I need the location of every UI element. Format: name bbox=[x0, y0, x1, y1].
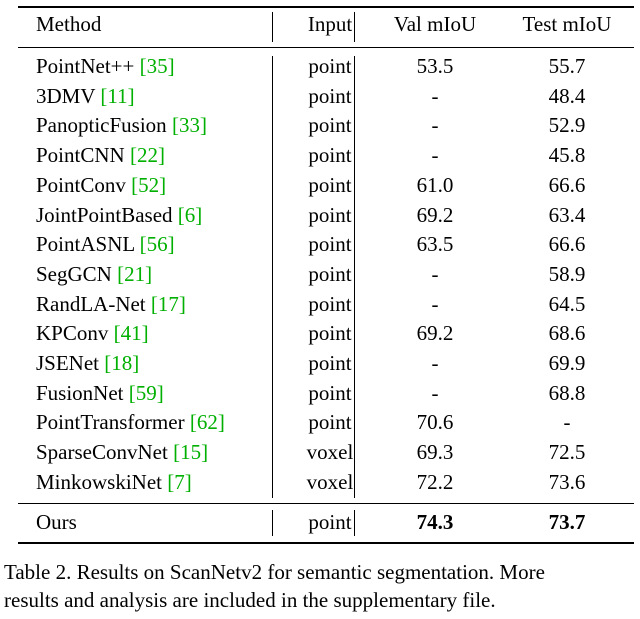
row-method bbox=[36, 111, 207, 140]
citation-link[interactable]: [59] bbox=[128, 380, 164, 405]
row-input: point bbox=[308, 232, 352, 257]
citation-link[interactable]: [18] bbox=[104, 351, 140, 375]
citation-number: 52 bbox=[138, 172, 160, 197]
row-val-miou: - bbox=[431, 380, 439, 405]
table-row bbox=[18, 201, 634, 230]
header-divider-2 bbox=[354, 12, 355, 42]
bottom-rule bbox=[18, 542, 634, 544]
header-val-miou: Val mIoU bbox=[393, 12, 477, 36]
row-input: point bbox=[308, 261, 352, 286]
citation-link[interactable]: [21] bbox=[117, 261, 153, 286]
citation-number: 7 bbox=[174, 469, 185, 494]
row-val-miou: 72.2 bbox=[416, 469, 454, 494]
header-input: Input bbox=[307, 12, 353, 36]
row-test-miou: 73.6 bbox=[548, 469, 586, 494]
caption-line-2: results and analysis are included in the supplementary file. bbox=[4, 588, 496, 612]
table-row bbox=[18, 438, 634, 467]
method-name: JSENet bbox=[36, 351, 99, 375]
ours-rule bbox=[18, 503, 634, 504]
row-method bbox=[36, 230, 175, 259]
row-test-miou: 68.6 bbox=[548, 321, 586, 346]
row-val-miou: - bbox=[431, 291, 439, 316]
citation-number: 62 bbox=[196, 410, 218, 435]
row-method bbox=[36, 290, 186, 319]
row-test-miou: 63.4 bbox=[548, 202, 586, 227]
table-row bbox=[18, 468, 634, 497]
row-method bbox=[36, 468, 192, 497]
row-test-miou: 69.9 bbox=[548, 351, 586, 375]
ours-divider-1 bbox=[272, 510, 273, 536]
row-val-miou: 70.6 bbox=[416, 410, 454, 435]
table-row bbox=[18, 82, 634, 111]
method-name: JointPointBased bbox=[36, 202, 173, 227]
citation-number: 11 bbox=[107, 83, 128, 108]
row-method bbox=[36, 408, 225, 437]
row-input: point bbox=[308, 83, 352, 108]
citation-number: 35 bbox=[146, 54, 168, 78]
citation-link[interactable]: [41] bbox=[113, 321, 149, 346]
ours-val-miou: 74.3 bbox=[416, 510, 454, 534]
row-val-miou: 69.3 bbox=[416, 440, 454, 465]
method-name: FusionNet bbox=[36, 380, 124, 405]
row-input: point bbox=[308, 291, 352, 316]
citation-number: 22 bbox=[136, 143, 158, 168]
method-name: 3DMV bbox=[36, 83, 96, 108]
table-row bbox=[18, 349, 634, 378]
row-test-miou: 48.4 bbox=[548, 83, 586, 108]
citation-link[interactable]: [52] bbox=[131, 172, 167, 197]
citation-link[interactable]: [17] bbox=[150, 291, 186, 316]
citation-link[interactable]: [6] bbox=[177, 202, 203, 227]
ours-input: point bbox=[308, 510, 352, 534]
citation-link[interactable]: [22] bbox=[129, 143, 165, 168]
row-input: point bbox=[308, 321, 352, 346]
citation-number: 15 bbox=[180, 440, 202, 465]
method-name: SegGCN bbox=[36, 261, 112, 286]
row-val-miou: 69.2 bbox=[416, 321, 454, 346]
table-row bbox=[18, 141, 634, 170]
row-val-miou: - bbox=[431, 83, 439, 108]
citation-number: 59 bbox=[135, 380, 157, 405]
ours-divider-2 bbox=[354, 510, 355, 536]
body-divider-1 bbox=[272, 56, 273, 498]
ours-row bbox=[18, 508, 634, 537]
row-val-miou: - bbox=[431, 113, 439, 138]
row-test-miou: 64.5 bbox=[548, 291, 586, 316]
header-test-miou: Test mIoU bbox=[522, 12, 612, 36]
table-row bbox=[18, 52, 634, 81]
row-input: point bbox=[308, 380, 352, 405]
citation-link[interactable]: [15] bbox=[173, 440, 209, 465]
citation-number: 56 bbox=[146, 232, 168, 257]
row-method bbox=[36, 52, 175, 81]
row-method bbox=[36, 349, 139, 378]
header-rule bbox=[18, 47, 634, 48]
citation-number: 18 bbox=[111, 351, 133, 375]
row-test-miou: - bbox=[563, 410, 571, 435]
citation-number: 33 bbox=[178, 113, 200, 138]
row-val-miou: - bbox=[431, 261, 439, 286]
row-test-miou: 58.9 bbox=[548, 261, 586, 286]
header-divider-1 bbox=[272, 12, 273, 42]
row-test-miou: 45.8 bbox=[548, 143, 586, 168]
method-name: PointTransformer bbox=[36, 410, 185, 435]
table-row bbox=[18, 171, 634, 200]
table-row bbox=[18, 230, 634, 259]
row-input: point bbox=[308, 54, 352, 78]
method-name: SparseConvNet bbox=[36, 440, 168, 465]
method-name: PointNet++ bbox=[36, 54, 135, 78]
citation-number: 21 bbox=[124, 261, 146, 286]
row-test-miou: 72.5 bbox=[548, 440, 586, 465]
method-name: PointASNL bbox=[36, 232, 135, 257]
row-val-miou: - bbox=[431, 143, 439, 168]
method-name: KPConv bbox=[36, 321, 109, 346]
row-method bbox=[36, 379, 164, 408]
row-input: point bbox=[308, 113, 352, 138]
row-input: point bbox=[308, 202, 352, 227]
row-method bbox=[36, 82, 135, 111]
ours-method: Ours bbox=[36, 510, 77, 534]
ours-test-miou: 73.7 bbox=[548, 510, 586, 534]
method-name: PointConv bbox=[36, 172, 126, 197]
method-name: RandLA-Net bbox=[36, 291, 146, 316]
row-val-miou: 61.0 bbox=[416, 172, 454, 197]
row-method bbox=[36, 438, 208, 467]
table-caption bbox=[4, 558, 638, 614]
row-method bbox=[36, 201, 202, 230]
method-name: PanopticFusion bbox=[36, 113, 167, 138]
row-input: point bbox=[308, 351, 352, 375]
row-val-miou: 63.5 bbox=[416, 232, 454, 257]
table-row bbox=[18, 319, 634, 348]
body-divider-2 bbox=[354, 56, 355, 498]
row-input: point bbox=[308, 143, 352, 168]
row-method bbox=[36, 141, 165, 170]
row-method bbox=[36, 319, 149, 348]
row-val-miou: - bbox=[431, 351, 439, 375]
row-input: voxel bbox=[306, 469, 354, 494]
caption-line-1: Table 2. Results on ScanNetv2 for semantic segmentation. More bbox=[4, 560, 545, 584]
method-name: MinkowskiNet bbox=[36, 469, 162, 494]
table-row bbox=[18, 379, 634, 408]
row-test-miou: 52.9 bbox=[548, 113, 586, 138]
row-test-miou: 66.6 bbox=[548, 172, 586, 197]
row-test-miou: 66.6 bbox=[548, 232, 586, 257]
citation-link[interactable]: [11] bbox=[100, 83, 135, 108]
table-row bbox=[18, 260, 634, 289]
citation-link[interactable]: [56] bbox=[139, 232, 175, 257]
citation-link[interactable]: [62] bbox=[189, 410, 225, 435]
row-val-miou: 69.2 bbox=[416, 202, 454, 227]
row-input: point bbox=[308, 410, 352, 435]
row-val-miou: 53.5 bbox=[416, 54, 454, 78]
method-name: PointCNN bbox=[36, 143, 125, 168]
row-input: point bbox=[308, 172, 352, 197]
citation-link[interactable]: [33] bbox=[171, 113, 207, 138]
row-method bbox=[36, 171, 166, 200]
citation-number: 6 bbox=[184, 202, 196, 227]
table-row bbox=[18, 408, 634, 437]
table-row bbox=[18, 111, 634, 140]
citation-link[interactable]: [7] bbox=[167, 469, 192, 494]
row-input: voxel bbox=[306, 440, 354, 465]
table-row bbox=[18, 290, 634, 319]
row-test-miou: 68.8 bbox=[548, 380, 586, 405]
citation-link[interactable]: [35] bbox=[139, 54, 175, 78]
citation-number: 41 bbox=[120, 321, 142, 346]
top-rule bbox=[18, 6, 634, 8]
row-test-miou: 55.7 bbox=[548, 54, 586, 78]
header-method: Method bbox=[36, 12, 102, 36]
citation-number: 17 bbox=[157, 291, 179, 316]
row-method bbox=[36, 260, 152, 289]
header-row bbox=[18, 10, 634, 39]
